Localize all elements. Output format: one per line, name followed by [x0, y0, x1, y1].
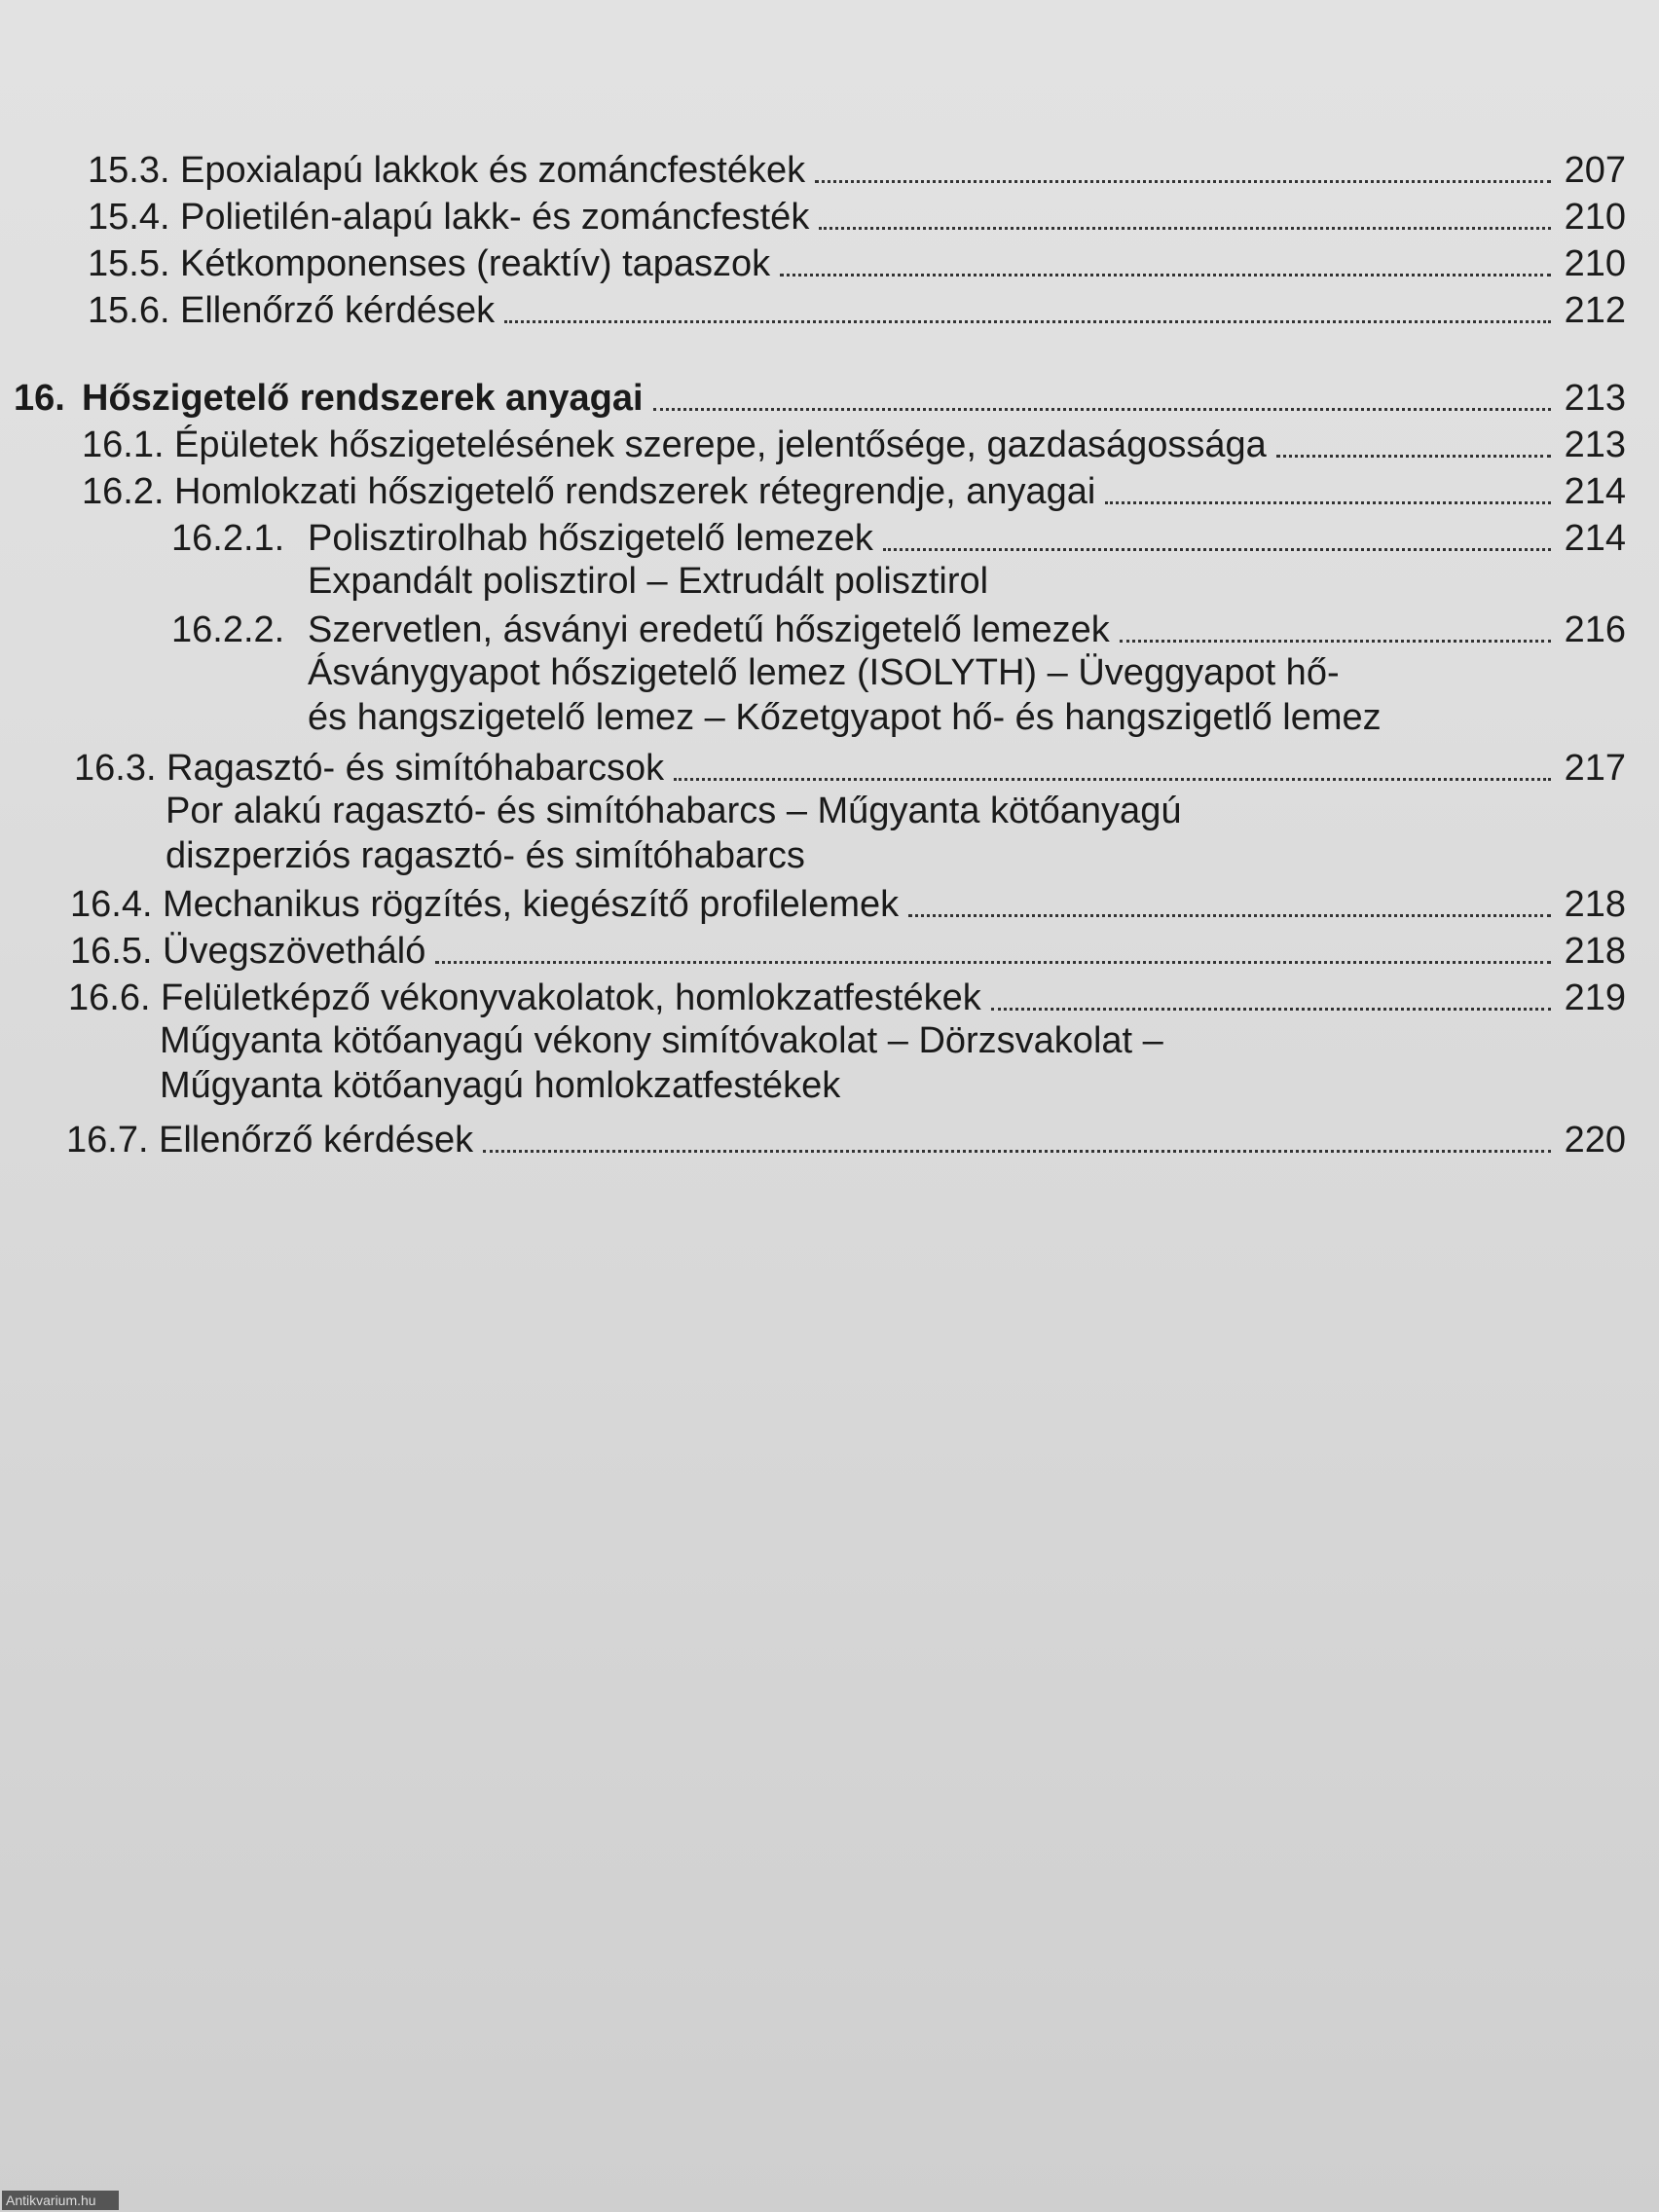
entry-page: 210 — [1564, 243, 1626, 284]
entry-title: Szervetlen, ásványi eredetű hőszigetelő lemezek — [308, 609, 1110, 650]
entry-title: Polisztirolhab hőszigetelő lemezek — [308, 518, 873, 559]
entry-page: 220 — [1564, 1120, 1626, 1161]
entry-subtitle: Por alakú ragasztó- és simítóhabarcs – Műgyanta kötőanyagú — [166, 791, 1182, 831]
entry-title: Felületképző vékonyvakolatok, homlokzatfestékek — [161, 977, 981, 1018]
entry-title: Kétkomponenses (reaktív) tapaszok — [180, 243, 771, 284]
entry-page: 217 — [1564, 748, 1626, 789]
dot-leader — [1276, 453, 1551, 458]
chapter-number: 16. — [14, 378, 65, 419]
dot-leader — [991, 1006, 1551, 1011]
entry-number: 16.2.1. — [171, 518, 285, 559]
entry-page: 214 — [1564, 471, 1626, 512]
entry-number: 15.6. — [88, 290, 170, 331]
toc-entry — [171, 606, 1626, 652]
dot-leader — [483, 1148, 1550, 1153]
entry-number: 15.4. — [88, 197, 170, 238]
dot-leader — [435, 959, 1550, 964]
toc-entry — [88, 193, 1626, 240]
toc-entry — [82, 467, 1626, 514]
dot-leader — [819, 225, 1550, 230]
watermark-label: Antikvarium.hu — [2, 2191, 119, 2210]
entry-page: 213 — [1564, 378, 1626, 419]
toc-entry — [68, 974, 1626, 1020]
toc-entry — [88, 146, 1626, 193]
entry-number: 16.1. — [82, 424, 165, 465]
entry-title: Ellenőrző kérdések — [159, 1120, 474, 1161]
entry-number: 15.3. — [88, 150, 170, 191]
entry-subtitle: Műgyanta kötőanyagú homlokzatfestékek — [160, 1065, 841, 1106]
entry-subtitle: és hangszigetelő lemez – Kőzetgyapot hő- és hangszigetlő lemez — [308, 697, 1382, 738]
toc-entry — [70, 927, 1626, 974]
entry-number: 16.4. — [70, 884, 153, 925]
toc-entry — [70, 880, 1626, 927]
dot-leader — [1120, 638, 1551, 643]
entry-page: 214 — [1564, 518, 1626, 559]
entry-subtitle: Expandált polisztirol – Extrudált polisztirol — [308, 561, 989, 602]
dot-leader — [815, 178, 1550, 183]
entry-page: 219 — [1564, 977, 1626, 1018]
entry-page: 216 — [1564, 609, 1626, 650]
entry-subtitle: Ásványgyapot hőszigetelő lemez (ISOLYTH) – Üveggyapot hő- — [308, 652, 1340, 693]
dot-leader — [780, 272, 1550, 276]
toc-entry — [66, 1116, 1626, 1162]
toc-entry — [88, 240, 1626, 286]
entry-number: 15.5. — [88, 243, 170, 284]
entry-title: Épületek hőszigetelésének szerepe, jelentősége, gazdaságossága — [174, 424, 1267, 465]
dot-leader — [504, 318, 1550, 323]
toc-entry — [171, 514, 1626, 561]
entry-title: Epoxialapú lakkok és zománcfestékek — [180, 150, 806, 191]
entry-number: 16.5. — [70, 931, 153, 972]
toc-chapter — [14, 374, 1626, 421]
entry-number: 16.6. — [68, 977, 151, 1018]
entry-number: 16.2.2. — [171, 609, 285, 650]
toc-entry — [88, 286, 1626, 333]
entry-title: Ellenőrző kérdések — [180, 290, 496, 331]
entry-title: Polietilén-alapú lakk- és zománcfesték — [180, 197, 810, 238]
dot-leader — [653, 406, 1551, 411]
entry-page: 212 — [1564, 290, 1626, 331]
entry-page: 210 — [1564, 197, 1626, 238]
toc-entry — [82, 421, 1626, 467]
entry-number: 16.3. — [74, 748, 157, 789]
entry-page: 218 — [1564, 884, 1626, 925]
dot-leader — [1105, 499, 1550, 504]
entry-number: 16.7. — [66, 1120, 149, 1161]
toc-entry — [74, 744, 1626, 791]
entry-title: Mechanikus rögzítés, kiegészítő profilelemek — [163, 884, 900, 925]
dot-leader — [674, 776, 1550, 781]
dot-leader — [908, 912, 1550, 917]
entry-subtitle: diszperziós ragasztó- és simítóhabarcs — [166, 835, 805, 876]
entry-page: 218 — [1564, 931, 1626, 972]
entry-title: Üvegszövetháló — [163, 931, 426, 972]
entry-title: Ragasztó- és simítóhabarcsok — [166, 748, 665, 789]
entry-subtitle: Műgyanta kötőanyagú vékony simítóvakolat – Dörzsvakolat – — [160, 1020, 1163, 1061]
entry-page: 207 — [1564, 150, 1626, 191]
chapter-title: Hőszigetelő rendszerek anyagai — [82, 378, 644, 419]
entry-page: 213 — [1564, 424, 1626, 465]
dot-leader — [883, 546, 1551, 551]
entry-number: 16.2. — [82, 471, 165, 512]
entry-title: Homlokzati hőszigetelő rendszerek rétegrendje, anyagai — [174, 471, 1096, 512]
